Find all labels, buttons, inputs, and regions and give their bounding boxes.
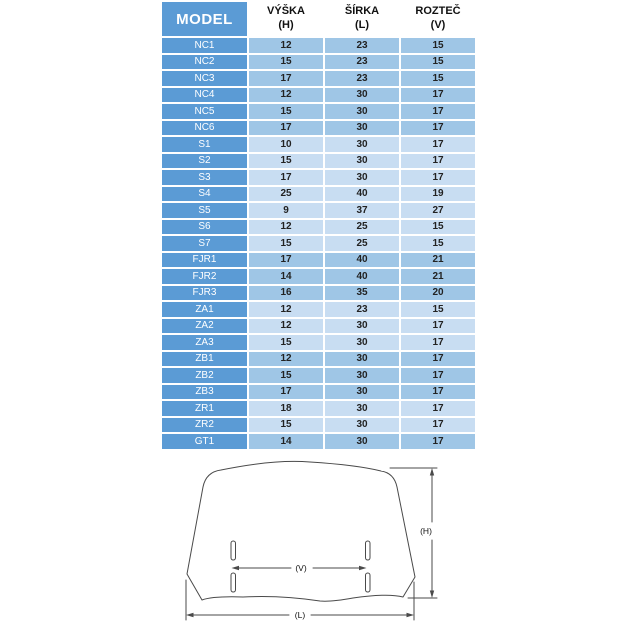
sirka-cell: 30 — [325, 352, 399, 367]
vyska-cell: 12 — [249, 352, 323, 367]
vyska-cell: 14 — [249, 269, 323, 284]
model-cell: FJR2 — [162, 269, 247, 284]
header-sirka-label: ŠÍRKA — [344, 5, 380, 18]
vyska-cell: 15 — [249, 236, 323, 251]
sirka-cell: 23 — [325, 55, 399, 70]
sirka-cell: 30 — [325, 401, 399, 416]
h-dim-label: (H) — [420, 526, 432, 536]
header-roztec — [401, 2, 475, 36]
sirka-cell: 30 — [325, 368, 399, 383]
h-arrow-top — [430, 468, 434, 476]
model-cell: ZA2 — [162, 319, 247, 334]
roztec-cell: 17 — [401, 335, 475, 350]
v-arrow-left — [232, 566, 240, 570]
roztec-cell: 21 — [401, 253, 475, 268]
model-cell: ZA1 — [162, 302, 247, 317]
roztec-cell: 15 — [401, 55, 475, 70]
roztec-cell: 17 — [401, 368, 475, 383]
vyska-cell: 14 — [249, 434, 323, 449]
roztec-cell: 17 — [401, 121, 475, 136]
roztec-cell: 17 — [401, 401, 475, 416]
table-row — [162, 220, 475, 235]
model-cell: S7 — [162, 236, 247, 251]
vyska-cell: 15 — [249, 55, 323, 70]
table-row — [162, 352, 475, 367]
v-arrow-right — [359, 566, 367, 570]
model-cell: NC2 — [162, 55, 247, 70]
table-row — [162, 302, 475, 317]
header-model: MODEL — [162, 2, 247, 36]
model-cell: S2 — [162, 154, 247, 169]
sirka-cell: 23 — [325, 71, 399, 86]
h-arrow-bottom — [430, 591, 434, 599]
header-vyska-sub: (H) — [278, 19, 294, 31]
vyska-cell: 17 — [249, 253, 323, 268]
l-arrow-right — [407, 613, 415, 617]
windshield-outline — [187, 461, 415, 601]
model-cell: NC4 — [162, 88, 247, 103]
model-cell: S3 — [162, 170, 247, 185]
sirka-cell: 40 — [325, 269, 399, 284]
sirka-cell: 30 — [325, 434, 399, 449]
vyska-cell: 17 — [249, 385, 323, 400]
table-row — [162, 418, 475, 433]
model-cell: S4 — [162, 187, 247, 202]
vyska-cell: 12 — [249, 220, 323, 235]
vyska-cell: 18 — [249, 401, 323, 416]
mount-slot-left-top — [231, 541, 236, 560]
vyska-cell: 9 — [249, 203, 323, 218]
table-row — [162, 286, 475, 301]
header-vyska — [249, 2, 323, 36]
header-vyska-label: VÝŠKA — [267, 5, 305, 18]
roztec-cell: 17 — [401, 385, 475, 400]
table-row — [162, 187, 475, 202]
vyska-cell: 15 — [249, 154, 323, 169]
header-sirka-sub: (L) — [354, 19, 370, 31]
table-row — [162, 335, 475, 350]
vyska-cell: 15 — [249, 368, 323, 383]
model-cell: FJR3 — [162, 286, 247, 301]
sirka-cell: 23 — [325, 302, 399, 317]
vyska-cell: 12 — [249, 319, 323, 334]
roztec-cell: 15 — [401, 220, 475, 235]
model-cell: NC5 — [162, 104, 247, 119]
table-row — [162, 236, 475, 251]
table-row — [162, 401, 475, 416]
sirka-cell: 30 — [325, 104, 399, 119]
table-row — [162, 71, 475, 86]
roztec-cell: 17 — [401, 434, 475, 449]
roztec-cell: 27 — [401, 203, 475, 218]
mount-slot-right-top — [366, 541, 371, 560]
header-roztec-label: ROZTEČ — [415, 5, 461, 18]
vyska-cell: 17 — [249, 170, 323, 185]
model-cell: ZR1 — [162, 401, 247, 416]
sirka-cell: 35 — [325, 286, 399, 301]
table-row — [162, 121, 475, 136]
model-cell: S6 — [162, 220, 247, 235]
table-row — [162, 154, 475, 169]
table-row — [162, 38, 475, 53]
sirka-cell: 30 — [325, 385, 399, 400]
model-cell: ZA3 — [162, 335, 247, 350]
roztec-cell: 17 — [401, 170, 475, 185]
model-cell: ZR2 — [162, 418, 247, 433]
model-cell: ZB2 — [162, 368, 247, 383]
roztec-cell: 15 — [401, 236, 475, 251]
sirka-cell: 25 — [325, 220, 399, 235]
roztec-cell: 19 — [401, 187, 475, 202]
sirka-cell: 30 — [325, 418, 399, 433]
table-row — [162, 170, 475, 185]
sirka-cell: 30 — [325, 170, 399, 185]
l-dim-label: (L) — [294, 610, 306, 620]
roztec-cell: 15 — [401, 38, 475, 53]
vyska-cell: 17 — [249, 71, 323, 86]
table-row — [162, 434, 475, 449]
header-sirka — [325, 2, 399, 36]
table-row — [162, 137, 475, 152]
vyska-cell: 15 — [249, 418, 323, 433]
table-row — [162, 88, 475, 103]
vyska-cell: 17 — [249, 121, 323, 136]
mount-slot-left-bottom — [231, 573, 236, 592]
sirka-cell: 25 — [325, 236, 399, 251]
model-cell: GT1 — [162, 434, 247, 449]
sirka-cell: 30 — [325, 154, 399, 169]
table-row — [162, 253, 475, 268]
table-row — [162, 269, 475, 284]
roztec-cell: 17 — [401, 319, 475, 334]
roztec-cell: 17 — [401, 88, 475, 103]
model-cell: ZB3 — [162, 385, 247, 400]
header-row — [162, 2, 475, 36]
vyska-cell: 12 — [249, 302, 323, 317]
vyska-cell: 25 — [249, 187, 323, 202]
table-row — [162, 319, 475, 334]
table-row — [162, 385, 475, 400]
spec-table — [160, 0, 477, 451]
roztec-cell: 21 — [401, 269, 475, 284]
sirka-cell: 30 — [325, 319, 399, 334]
header-roztec-sub: (V) — [430, 19, 446, 31]
vyska-cell: 15 — [249, 104, 323, 119]
sirka-cell: 30 — [325, 88, 399, 103]
sirka-cell: 23 — [325, 38, 399, 53]
sirka-cell: 30 — [325, 335, 399, 350]
l-arrow-left — [186, 613, 194, 617]
model-cell: NC3 — [162, 71, 247, 86]
sirka-cell: 37 — [325, 203, 399, 218]
roztec-cell: 20 — [401, 286, 475, 301]
roztec-cell: 17 — [401, 154, 475, 169]
vyska-cell: 16 — [249, 286, 323, 301]
model-cell: S1 — [162, 137, 247, 152]
sirka-cell: 40 — [325, 187, 399, 202]
vyska-cell: 10 — [249, 137, 323, 152]
model-cell: FJR1 — [162, 253, 247, 268]
roztec-cell: 17 — [401, 137, 475, 152]
roztec-cell: 15 — [401, 71, 475, 86]
table-row — [162, 203, 475, 218]
model-cell: NC1 — [162, 38, 247, 53]
roztec-cell: 17 — [401, 418, 475, 433]
vyska-cell: 12 — [249, 38, 323, 53]
v-dim-label: (V) — [295, 563, 307, 573]
table-row — [162, 55, 475, 70]
sirka-cell: 30 — [325, 137, 399, 152]
sirka-cell: 40 — [325, 253, 399, 268]
mount-slot-right-bottom — [366, 573, 371, 592]
model-cell: S5 — [162, 203, 247, 218]
table-row — [162, 368, 475, 383]
roztec-cell: 15 — [401, 302, 475, 317]
roztec-cell: 17 — [401, 352, 475, 367]
sirka-cell: 30 — [325, 121, 399, 136]
table-row — [162, 104, 475, 119]
roztec-cell: 17 — [401, 104, 475, 119]
model-cell: ZB1 — [162, 352, 247, 367]
windshield-dimension-diagram — [95, 455, 445, 632]
model-cell: NC6 — [162, 121, 247, 136]
vyska-cell: 15 — [249, 335, 323, 350]
vyska-cell: 12 — [249, 88, 323, 103]
